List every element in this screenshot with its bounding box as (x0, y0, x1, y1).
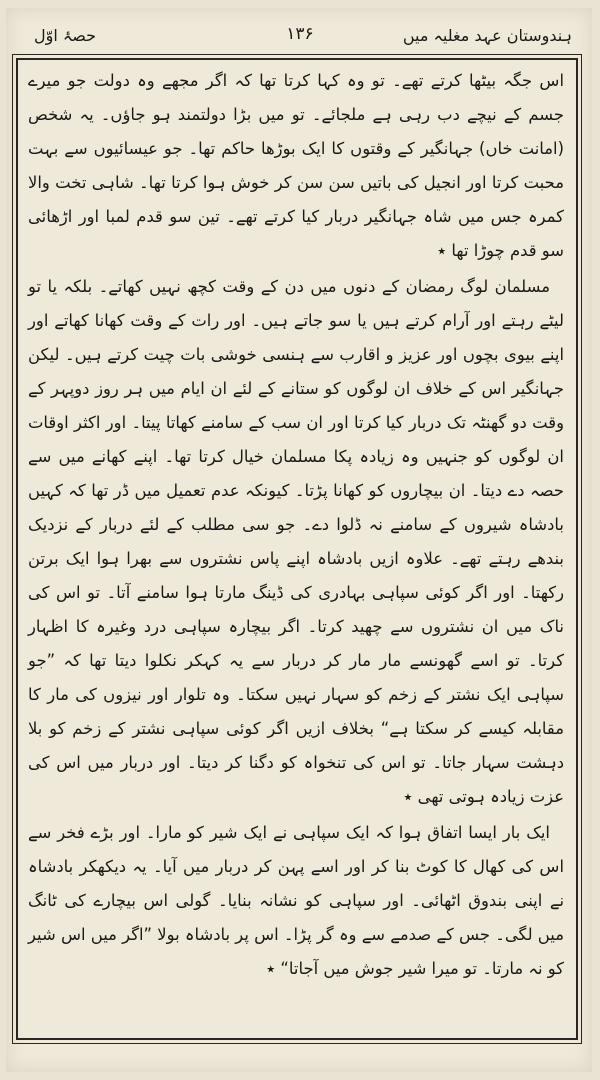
page-number: ۱۳۶ (286, 24, 314, 44)
paragraph-3: ایک بار ایسا اتفاق ہوا کہ ایک سپاہی نے ایک شیر کو مارا۔ اور بڑے فخر سے اس کی کھال کا کوٹ بنا کر اور اسے پہن کر دربار میں آیا۔ یہ دیکھکر بادشاہ نے اپنی بندوق اٹھائی۔ اور سپاہی کو نشانہ بنایا۔ گولی اس بیچارے کی ٹانگ میں لگی۔ جس کے صدمے سے وہ گر پڑا۔ اس پر بادشاہ بولا ”اگر میں اس شیر کو نہ مارتا۔ تو میرا شیر جوش میں آجاتا“ ٭ (28, 823, 564, 978)
body-text (28, 64, 564, 988)
paragraph-1: اس جگہ بیٹھا کرتے تھے۔ تو وہ کہا کرتا تھا کہ اگر مجھے وہ دولت جو میرے جسم کے نیچے دب رہی ہے ملجائے۔ تو میں بڑا دولتمند ہو جاؤں۔ یہ شخص (امانت خاں) جہانگیر کے وقتوں کا ایک بوڑھا حاکم تھا۔ جو عیسائیوں سے بہت محبت کرتا اور انجیل کی باتیں سن سن کر خوش ہوا کرتا تھا۔ شاہی تخت والا کمرہ جس میں شاہ جہانگیر دربار کیا کرتے تھے۔ تین سو قدم لمبا اور اڑھائی سو قدم چوڑا تھا ٭ (28, 71, 564, 260)
part-label: حصۂ اوّل (34, 26, 97, 45)
running-head (20, 22, 580, 54)
paragraph-2: مسلمان لوگ رمضان کے دنوں میں دن کے وقت کچھ نہیں کھاتے۔ بلکہ یا تو لیٹے رہتے اور آرام کرتے ہیں یا سو جاتے ہیں۔ اور رات کے وقت کھانا کھاتے اور اپنے بیوی بچوں اور عزیز و اقارب سے ہنسی خوشی بات چیت کرتے ہیں۔ لیکن جہانگیر اس کے خلاف ان لوگوں کو ستانے کے لئے ان ایام میں ہر روز دوپہر کے وقت دو گھنٹہ تک دربار کیا کرتا اور ان سب کے سامنے کھاتا پیتا۔ اور اکثر اوقات ان لوگوں کو جنہیں وہ زیادہ پکا مسلمان خیال کرتا تھا۔ اپنے کھانے میں سے حصہ دے دیتا۔ ان بیچاروں کو کھانا پڑتا۔ کیونکہ عدم تعمیل میں ڈر تھا کہ کہیں بادشاہ شیروں کے سامنے نہ ڈلوا دے۔ جو سی مطلب کے لئے دربار کے نزدیک بندھے رہتے تھے۔ علاوہ ازیں بادشاہ اپنے پاس نشتروں سے بھرا ہوا ایک برتن رکھتا۔ اور اگر کوئی سپاہی بہادری کی ڈینگ مارتا ہوا سامنے آتا۔ تو اس کی ناک میں ان نشتروں سے چھید کرتا۔ اگر بیچارہ سپاہی درد وغیرہ کا اظہار کرتا۔ تو اسے گھونسے مار مار کر دربار سے یہ کہکر نکلوا دیتا تھا کہ ”جو سپاہی ایک نشتر کے زخم کو سہار نہیں سکتا۔ وہ تلوار اور نیزوں کی مار کا مقابلہ کیسے کر سکتا ہے“ بخلاف ازیں اگر کوئی سپاہی نشتر کے زخم کو بلا دہشت سہار جاتا۔ تو اس کی تنخواہ کو دگنا کر دیتا۔ اور دربار میں اس کی عزت زیادہ ہوتی تھی ٭ (28, 277, 564, 806)
book-page (6, 8, 592, 1072)
book-title: ہندوستان عہد مغلیہ میں (402, 26, 572, 45)
